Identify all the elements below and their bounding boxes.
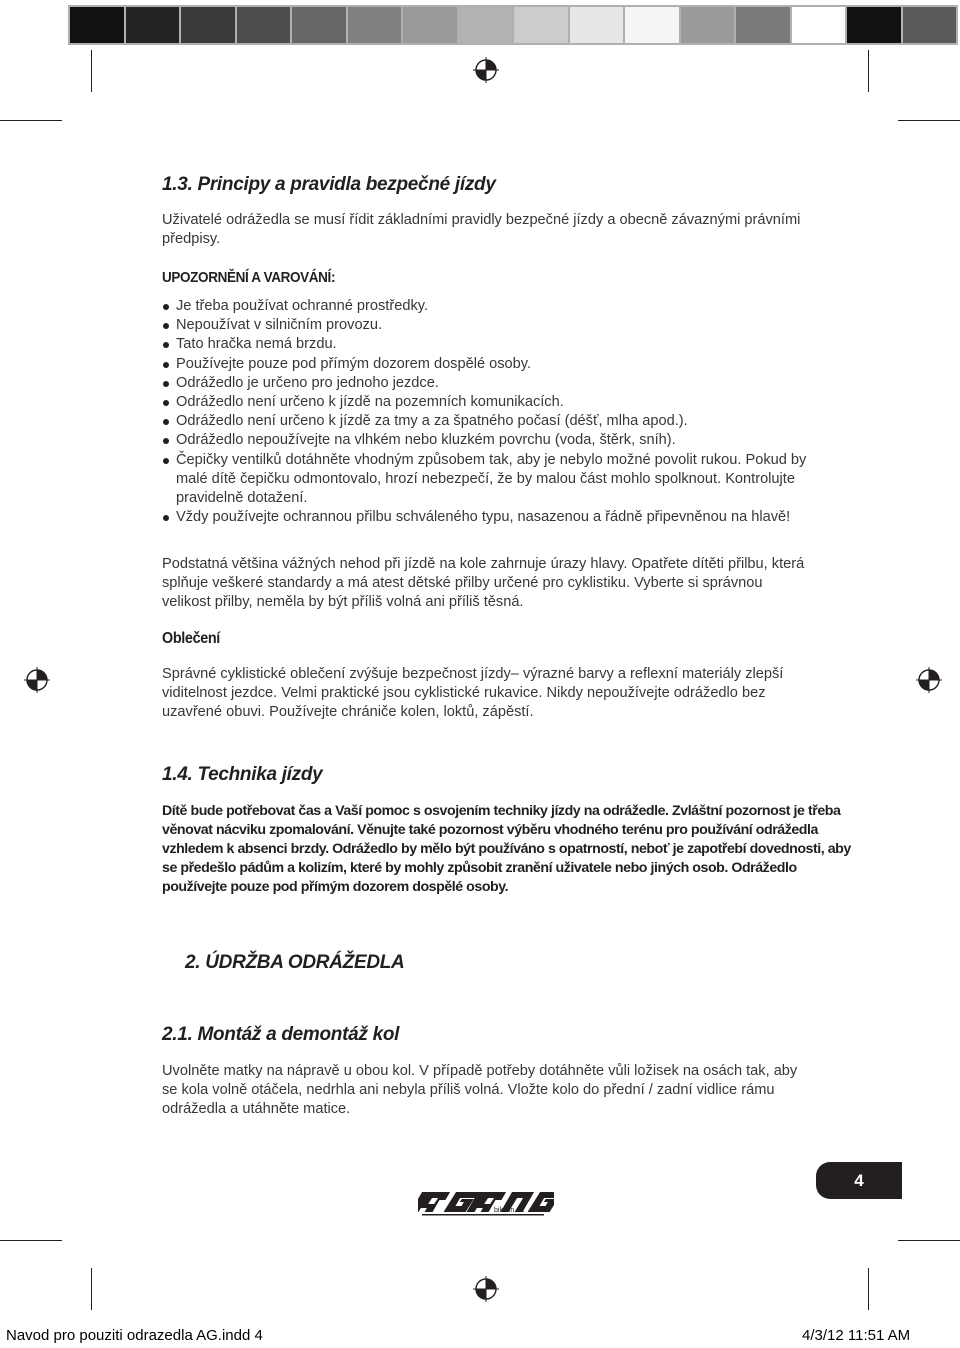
warning-list-item [162,431,822,450]
registration-mark-icon [473,1276,499,1302]
registration-mark-icon [24,667,50,693]
warning-list-text: Nepoužívat v silničním provozu. [176,317,383,334]
section-1-3-title: 1.3. Principy a pravidla bezpečné jízdy [162,174,496,195]
color-swatch [290,7,346,43]
warning-list-item [162,393,822,412]
section-1-3-intro: Uživatelé odrážedla se musí řídit základními pravidly bezpečné jízdy a obecně závaznými právními předpisy. [162,212,801,248]
warning-list-text: Odrážedlo není určeno k jízdě na pozemních komunikacích. [176,394,564,411]
warning-list-text: Používejte pouze pod přímým dozorem dospělé osoby. [176,355,532,372]
bullet-icon [163,362,169,368]
crop-mark [868,1268,869,1310]
section-2-title: 2. ÚDRŽBA ODRÁŽEDLA [185,952,405,973]
color-swatch [401,7,457,43]
crop-mark [898,120,960,121]
bullet-icon [163,515,169,521]
color-swatch [457,7,513,43]
bullet-icon [163,458,169,464]
warning-list-item [162,316,822,335]
bullet-icon [163,304,169,310]
section-1-4-title: 1.4. Technika jízdy [162,764,323,785]
color-swatch [346,7,402,43]
bullet-icon [163,323,169,329]
registration-mark-icon [473,57,499,83]
crop-mark [91,1268,92,1310]
crop-mark [91,50,92,92]
crop-mark [898,1240,960,1241]
clothing-heading: Oblečení [162,630,220,647]
color-swatch [734,7,790,43]
warning-list-text: Tato hračka nemá brzdu. [176,336,337,353]
color-swatch [901,7,957,43]
bullet-icon [163,342,169,348]
warning-list-item [162,412,822,431]
warning-heading: UPOZORNĚNÍ A VAROVÁNÍ: [162,269,336,286]
warning-list-item [162,451,822,509]
color-swatch [70,7,124,43]
warning-list-text: Odrážedlo nepoužívejte na vlhkém nebo kluzkém povrchu (voda, štěrk, sníh). [176,432,676,449]
warning-list-item [162,374,822,393]
warning-list-item [162,355,822,374]
section-2-1-body: Uvolněte matky na nápravě u obou kol. V případě potřeby dotáhněte vůli ložisek na osách tak, aby se kola volně otáčela, nedrhla ani nebyla příliš volná. Vložte kolo do přední / zadní vidlice rámu odrážedla a utáhněte matice. [162,1063,798,1118]
color-swatch [623,7,679,43]
bullet-icon [163,438,169,444]
warning-list-item [162,508,822,527]
bullet-icon [163,400,169,406]
color-swatch [790,7,846,43]
footer-datetime: 4/3/12 11:51 AM [802,1327,911,1344]
page-number: 4 [816,1162,902,1199]
crop-mark [0,120,62,121]
warning-list-text: Odrážedlo není určeno k jízdě za tmy a za špatného počasí (déšť, mlha apod.). [176,413,688,430]
bullet-icon [163,381,169,387]
warning-list-text: Je třeba používat ochranné prostředky. [176,298,429,314]
color-swatch [568,7,624,43]
color-swatch [179,7,235,43]
footer-file-name: Navod pro pouziti odrazedla AG.indd 4 [6,1327,263,1344]
warning-list-item [162,297,822,316]
section-1-4-body: Dítě bude potřebovat čas a Vaší pomoc s osvojením techniky jízdy na odrážedle. Zvláštní pozornost je třeba věnovat nácviku zpomalování. Věnujte také pozornost výběru vhodného terénu pro používání odrážedla vzhledem k absenci brzdy. Odrážedlo by mělo být používáno s opatrností, neboť je zapotřebí dovednosti, aby se předešlo pádům a kolizím, které by mohly způsobit zranění uživatele nebo jiných osob. Odrážedlo používejte pouze pod přímým dozorem dospělé osoby. [162,803,851,896]
color-swatch [512,7,568,43]
color-swatch [235,7,291,43]
helmet-paragraph: Podstatná většina vážných nehod při jízdě na kole zahrnuje úrazy hlavy. Opatřete dítěti přilbu, která splňuje veškeré standardy a má atest dětské přilby určené pro cyklistiku. Vyberte si správnou velikost přilby, neměla by být příliš volná ani příliš těsná. [162,556,805,611]
bullet-icon [163,419,169,425]
color-swatch [845,7,901,43]
section-2-1-title: 2.1. Montáž a demontáž kol [162,1024,400,1045]
print-color-bar [68,5,958,45]
registration-mark-icon [916,667,942,693]
warning-list-item [162,335,822,354]
warning-list-text: Čepičky ventilků dotáhněte vhodným způsobem tak, aby je nebylo možné povolit rukou. Pokud by malé dítě čepičku odmontovalo, hrozí nebezpečí, že by malou část mohlo spolknout. Kontrolujte pravidelně dotažení. [176,451,807,507]
crop-mark [868,50,869,92]
warning-list [162,297,822,527]
agang-logo-icon [418,1186,554,1220]
clothing-paragraph: Správné cyklistické oblečení zvýšuje bezpečnost jízdy– výrazné barvy a reflexní materiály zlepší viditelnost jezdce. Velmi praktické jsou cyklistické rukavice. Nikdy nepoužívejte odrážedlo bez uzavřené obuvi. Používejte chrániče kolen, loktů, zápěstí. [162,666,784,721]
crop-mark [0,1240,62,1241]
color-swatch [679,7,735,43]
logo-tagline: bike in art [494,1207,525,1214]
warning-list-text: Odrážedlo je určeno pro jednoho jezdce. [176,374,439,391]
warning-list-text: Vždy používejte ochrannou přilbu schváleného typu, nasazenou a řádně připevněnou na hlavě! [176,509,791,526]
color-swatch [124,7,180,43]
